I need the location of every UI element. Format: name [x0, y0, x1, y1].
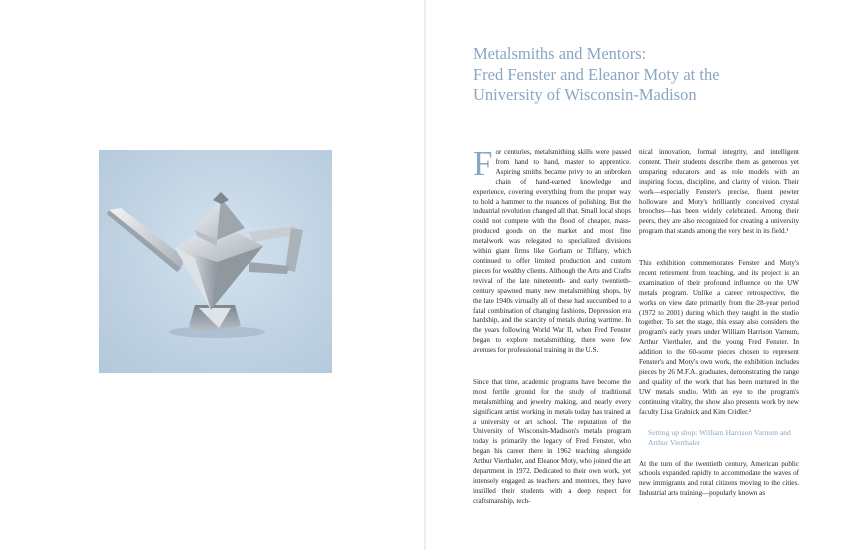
paragraph: At the turn of the twentieth century, American public schools expanded rapidly to accommodate the waves of new immigrants and rural citizens moving to the cities. Industrial arts training—popularly known as: [639, 459, 799, 498]
teapot-icon: [99, 150, 332, 373]
paragraph: nical innovation, formal integrity, and intelligent content. Their students describe them as generous yet unsparing educators and as role models with an inspiring focus, discipline, and clarity of vision. Their work—especially Fenster's precise, fluent pewter holloware and Moty's brilliantly conceived crystal brooches—has been widely celebrated. Among their peers, they are also recognized for creating a university program that stands among the very best in its field.¹: [639, 148, 799, 236]
title-line-1: Metalsmiths and Mentors:: [473, 44, 647, 63]
title-line-2: Fred Fenster and Eleanor Moty at the: [473, 64, 720, 84]
teapot-photo: [99, 150, 332, 373]
section-subhead: Setting up shop: William Harrison Varnum and Arthur Vierthaler: [648, 427, 791, 447]
text-column-1: [473, 144, 632, 517]
title-line-3: University of Wisconsin-Madison: [473, 85, 697, 104]
paragraph: [473, 144, 632, 356]
paragraph: This exhibition commemorates Fenster and Moty's recent retirement from teaching, and its project is an examination of their profound influence on the UW metals program. Unlike a career retrospective, the works on view date primarily from the 28-year period (1972 to 2001) during which they taught in the studio together. To set the stage, this essay also considers the program's early years under William Harrison Varnum, Arthur Vierthaler, and the young Fred Fenster. In addition to the 60-some pieces chosen to represent Fenster's and Moty's own work, the exhibition includes pieces by 26 M.F.A. graduates, demonstrating the range and quality of the work that has been nurtured in the UW metals studio. With an eye to the program's continuing vitality, the show also presents work by new faculty Lisa Gralnick and Kim Cridler.²: [639, 259, 799, 416]
article-title: [473, 44, 833, 106]
left-page: [0, 0, 424, 550]
text-column-2: [639, 148, 799, 509]
paragraph: Since that time, academic programs have become the most fertile ground for the study of traditional metalsmithing and jewelry making, and nearly every significant artist working in metals today has trained at a university or art school. The reputation of the University of Wisconsin-Madison's metals program today is primarily the legacy of Fred Fenster, who began his career there in 1962 teaching alongside Arthur Vierthaler, and Eleanor Moty, who joined the art department in 1972. Dedicated to their own work, yet intensely engaged as teachers and mentors, they have instilled their students with a deep respect for craftsmanship, tech-: [473, 377, 631, 505]
drop-cap: F: [473, 144, 493, 183]
right-page: [426, 0, 850, 550]
paragraph-text: or centuries, metalsmithing skills were passed from hand to hand, master to apprentice. Aspiring smiths became privy to an unbroken chain of hand-earned knowledge and experience, covering everything from the proper way to hold a hammer to the nuances of polishing. But the industrial revolution changed all that. Small local shops could not compete with the flood of cheaper, mass-produced goods on the market and most fine metalwork was relegated to specialized divisions within giant firms like Gorham or Tiffany, which continued to offer limited production and custom pieces for wealthy clients. Although the Arts and Crafts revival of the late nineteenth- and early twentieth-century spawned many new metalsmithing shops, by the late 1940s virtually all of these had succumbed to a fatal combination of changing fashions, Depression era hardship, and the scarcity of metals during wartime. In the years following World War II, when Fred Fenster began to explore metalsmithing, there were few avenues for professional training in the U.S.: [473, 148, 632, 355]
